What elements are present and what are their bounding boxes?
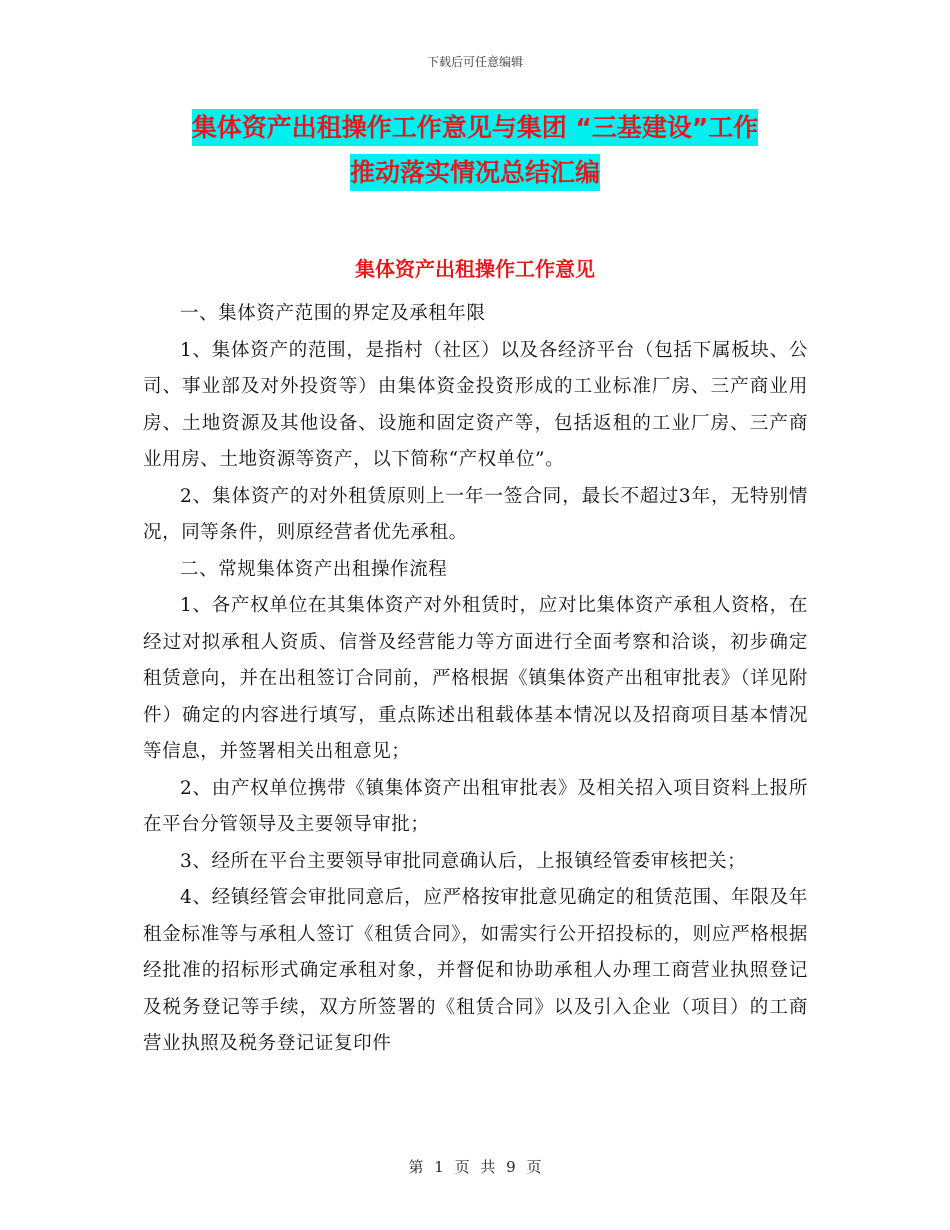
paragraph: 4、经镇经管会审批同意后，应严格按审批意见确定的租赁范围、年限及年租金标准等与承租人签订《租赁合同》，如需实行公开招投标的，则应严格根据经批准的招标形式确定承租对象，并督促和协助承租人办理工商营业执照登记及税务登记等手续，双方所签署的《租赁合同》以及引入企业（项目）的工商营业执照及税务登记证复印件 (143, 887, 808, 1054)
page-footer: 第 1 页 共 9 页 (408, 1158, 542, 1176)
header-note: 下载后可任意编辑 (426, 55, 523, 69)
title-highlight-2: 推动落实情况总结汇编 (350, 154, 600, 191)
document-body (143, 296, 808, 1063)
paragraph: 2、集体资产的对外租赁原则上一年一签合同，最长不超过3年，无特别情况，同等条件，则原经营者优先承租。 (143, 485, 808, 543)
section-title: 集体资产出租操作工作意见 (355, 257, 595, 281)
paragraph: 1、各产权单位在其集体资产对外租赁时，应对比集体资产承租人资格，在经过对拟承租人资质、信誉及经营能力等方面进行全面考察和洽谈，初步确定租赁意向，并在出租签订合同前，严格根据《镇集体资产出租审批表》（详见附件）确定的内容进行填写，重点陈述出租载体基本情况以及招商项目基本情况等信息，并签署相关出租意见； (143, 595, 808, 762)
title-highlight-1: 集体资产出租操作工作意见与集团 “三基建设”工作 (192, 109, 759, 146)
paragraph: 2、由产权单位携带《镇集体资产出租审批表》及相关招入项目资料上报所在平台分管领导及主要领导审批； (143, 777, 808, 835)
document-title-line-2 (0, 160, 950, 185)
heading-scope: 一、集体资产范围的界定及承租年限 (180, 303, 486, 324)
heading-process: 二、常规集体资产出租操作流程 (180, 558, 448, 580)
paragraph: 3、经所在平台主要领导审批同意确认后，上报镇经管委审核把关； (180, 850, 747, 872)
paragraph: 1、集体资产的范围，是指村（社区）以及各经济平台（包括下属板块、公司、事业部及对外投资等）由集体资金投资形成的工业标准厂房、三产商业用房、土地资源及其他设备、设施和固定资产等，包括返租的工业厂房、三产商业用房、土地资源等资产，以下简称“产权单位”。 (143, 339, 808, 470)
document-title-line-1 (0, 115, 950, 140)
